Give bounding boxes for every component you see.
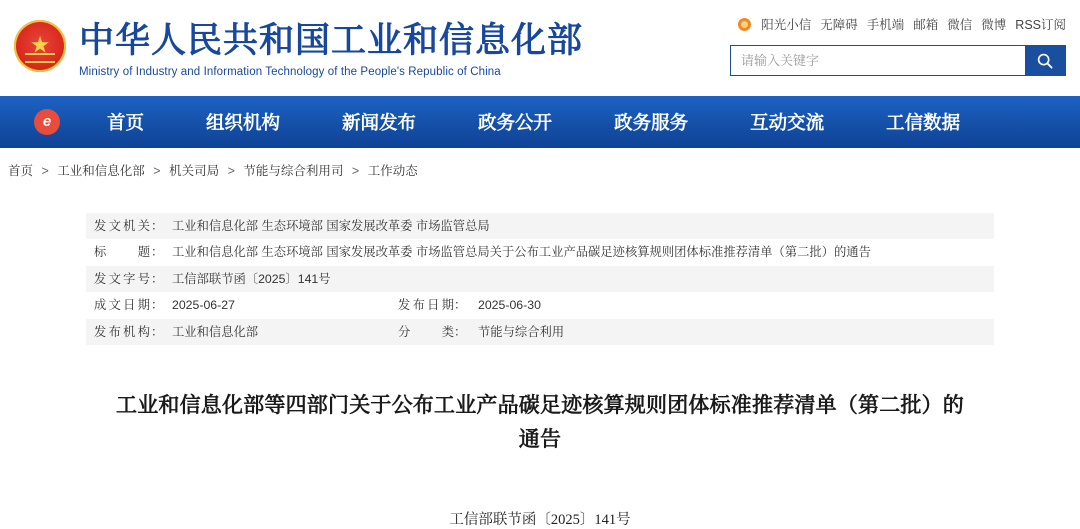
nav-item-interaction[interactable]: 互动交流 — [750, 112, 825, 133]
breadcrumb-separator: > — [153, 164, 161, 178]
meta-value-publish-org: 工业和信息化部 — [172, 319, 382, 345]
breadcrumb-item-home[interactable]: 首页 — [8, 164, 34, 178]
meta-value-title: 工业和信息化部 生态环境部 国家发展改革委 市场监管总局关于公布工业产品碳足迹核算规则团体标准推荐清单（第二批）的通告 — [172, 245, 871, 260]
search-icon — [1036, 52, 1054, 70]
meta-label-title: 标 题： — [94, 245, 164, 260]
top-link-mail[interactable]: 邮箱 — [913, 18, 939, 32]
meta-value-written-date: 2025-06-27 — [172, 298, 235, 313]
site-title-cn: 中华人民共和国工业和信息化部 — [79, 21, 584, 60]
meta-row-dates — [86, 292, 994, 318]
ie-browser-icon[interactable] — [34, 109, 60, 135]
meta-row-org-category — [86, 319, 994, 345]
meta-value-doc-number: 工信部联节函〔2025〕141号 — [172, 266, 994, 292]
nav-item-home[interactable]: 首页 — [107, 112, 145, 133]
meta-row-doc-number — [86, 266, 994, 292]
top-link-accessibility[interactable]: 无障碍 — [820, 18, 858, 32]
site-header — [0, 0, 1080, 96]
meta-label-written-date: 成文日期： — [94, 298, 164, 313]
site-title-en: Ministry of Industry and Information Technology of the People's Republic of China — [79, 65, 501, 78]
meta-row-issuing-agency — [86, 213, 994, 239]
meta-label-publish-date: 发布日期： — [398, 298, 467, 313]
top-links — [730, 14, 1066, 34]
breadcrumb-separator: > — [351, 164, 360, 178]
breadcrumb-item-departments[interactable]: 机关司局 — [169, 164, 220, 178]
nav-items — [76, 109, 1080, 135]
site-logo[interactable] — [0, 0, 583, 78]
meta-value-issuing-agency: 工业和信息化部 生态环境部 国家发展改革委 市场监管总局 — [172, 213, 994, 239]
breadcrumb-separator: > — [227, 164, 235, 178]
top-link-wechat[interactable]: 微信 — [947, 18, 973, 32]
sun-icon — [738, 18, 751, 31]
search-input[interactable] — [731, 46, 1025, 75]
meta-value-category: 节能与综合利用 — [478, 319, 994, 345]
meta-value-publish-date: 2025-06-30 — [478, 298, 541, 313]
national-emblem-icon — [14, 20, 66, 72]
document-number: 工信部联节函〔2025〕141号 — [449, 512, 631, 529]
search-button[interactable] — [1025, 46, 1065, 75]
page-title: 工业和信息化部等四部门关于公布工业产品碳足迹核算规则团体标准推荐清单（第二批）的通告 — [116, 394, 964, 451]
breadcrumb-item-energy-dept[interactable]: 节能与综合利用司 — [243, 164, 344, 178]
nav-item-organization[interactable]: 组织机构 — [206, 112, 281, 133]
top-link-weibo[interactable]: 微博 — [981, 18, 1007, 32]
meta-label-publish-org: 发布机构： — [86, 319, 172, 345]
breadcrumb — [0, 148, 1080, 179]
nav-item-government-affairs[interactable]: 政务公开 — [478, 112, 553, 133]
nav-item-government-services[interactable]: 政务服务 — [614, 112, 689, 133]
nav-item-news[interactable]: 新闻发布 — [342, 112, 417, 133]
nav-item-data[interactable]: 工信数据 — [886, 112, 961, 133]
top-link-sunshine[interactable]: 阳光小信 — [761, 18, 812, 32]
header-right — [730, 14, 1066, 76]
meta-row-title — [86, 239, 994, 265]
document-content — [0, 179, 1080, 529]
breadcrumb-separator: > — [41, 164, 49, 178]
top-link-mobile[interactable]: 手机端 — [866, 18, 905, 32]
document-meta-table — [86, 213, 994, 345]
meta-label-doc-number: 发文字号： — [86, 266, 172, 292]
meta-label-issuing-agency: 发文机关： — [86, 213, 172, 239]
top-link-rss[interactable]: RSS订阅 — [1015, 18, 1066, 32]
breadcrumb-item-work-updates[interactable]: 工作动态 — [367, 164, 418, 178]
meta-label-category: 分 类： — [382, 319, 478, 345]
main-navigation — [0, 96, 1080, 148]
site-title-block — [79, 14, 583, 78]
search-box — [730, 45, 1066, 76]
breadcrumb-item-ministry[interactable]: 工业和信息化部 — [57, 164, 145, 178]
